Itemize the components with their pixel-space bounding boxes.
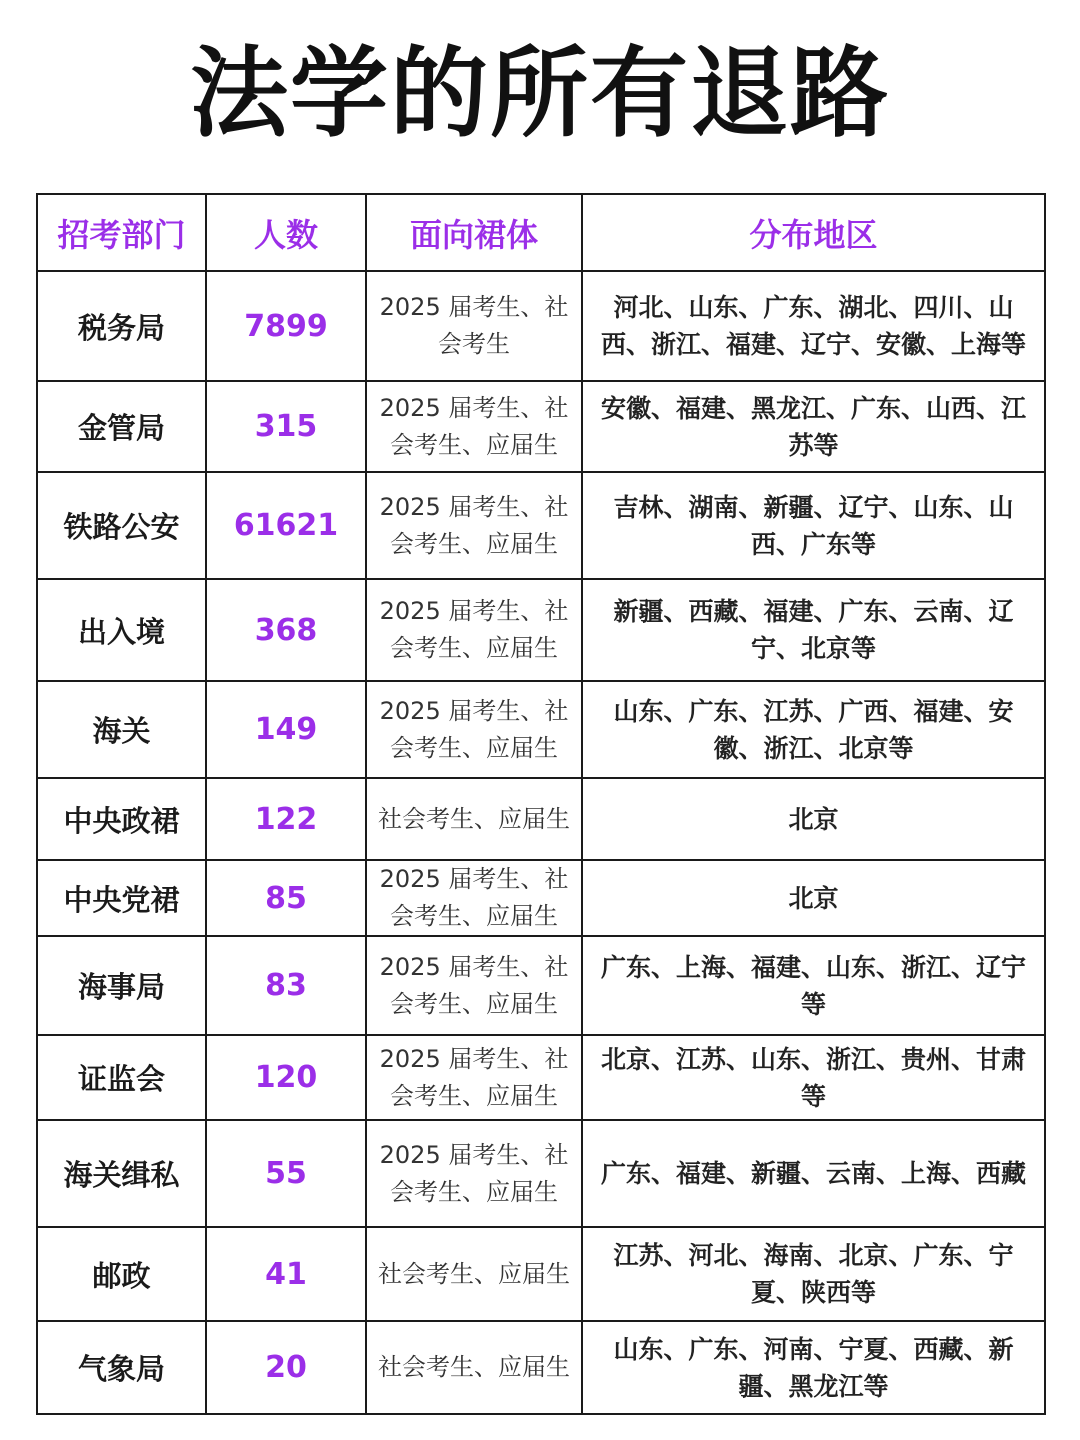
cell-region: 河北、山东、广东、湖北、四川、山西、浙江、福建、辽宁、安徽、上海等 — [582, 271, 1045, 381]
cell-department: 证监会 — [37, 1035, 206, 1120]
cell-count: 20 — [206, 1321, 366, 1414]
cell-region: 吉林、湖南、新疆、辽宁、山东、山西、广东等 — [582, 472, 1045, 579]
cell-department: 海关 — [37, 681, 206, 778]
cell-target-group: 2025 届考生、社会考生、应届生 — [366, 936, 582, 1035]
cell-target-group: 2025 届考生、社会考生、应届生 — [366, 381, 582, 472]
cell-count: 149 — [206, 681, 366, 778]
cell-department: 海事局 — [37, 936, 206, 1035]
cell-department: 出入境 — [37, 579, 206, 681]
table-row — [37, 778, 1045, 860]
header-count: 人数 — [206, 194, 366, 271]
table-row — [37, 936, 1045, 1035]
cell-count: 122 — [206, 778, 366, 860]
cell-region: 广东、上海、福建、山东、浙江、辽宁等 — [582, 936, 1045, 1035]
table-row — [37, 1120, 1045, 1227]
cell-count: 55 — [206, 1120, 366, 1227]
cell-department: 气象局 — [37, 1321, 206, 1414]
cell-target-group: 2025 届考生、社会考生、应届生 — [366, 681, 582, 778]
table-row — [37, 1227, 1045, 1321]
cell-count: 85 — [206, 860, 366, 936]
cell-region: 江苏、河北、海南、北京、广东、宁夏、陕西等 — [582, 1227, 1045, 1321]
header-region: 分布地区 — [582, 194, 1045, 271]
table-row — [37, 381, 1045, 472]
cell-department: 金管局 — [37, 381, 206, 472]
cell-target-group: 2025 届考生、社会考生、应届生 — [366, 860, 582, 936]
cell-target-group: 社会考生、应届生 — [366, 1227, 582, 1321]
cell-region: 山东、广东、江苏、广西、福建、安徽、浙江、北京等 — [582, 681, 1045, 778]
table-row — [37, 1035, 1045, 1120]
cell-region: 山东、广东、河南、宁夏、西藏、新疆、黑龙江等 — [582, 1321, 1045, 1414]
cell-target-group: 社会考生、应届生 — [366, 1321, 582, 1414]
cell-department: 铁路公安 — [37, 472, 206, 579]
cell-target-group: 2025 届考生、社会考生、应届生 — [366, 1120, 582, 1227]
cell-department: 税务局 — [37, 271, 206, 381]
cell-target-group: 2025 届考生、社会考生、应届生 — [366, 1035, 582, 1120]
cell-count: 315 — [206, 381, 366, 472]
cell-count: 41 — [206, 1227, 366, 1321]
cell-region: 北京、江苏、山东、浙江、贵州、甘肃等 — [582, 1035, 1045, 1120]
table-row — [37, 1321, 1045, 1414]
title-highlight: 法学 — [190, 34, 390, 154]
cell-target-group: 2025 届考生、社会考生、应届生 — [366, 579, 582, 681]
table-row — [37, 271, 1045, 381]
cell-region: 安徽、福建、黑龙江、广东、山西、江苏等 — [582, 381, 1045, 472]
cell-region: 新疆、西藏、福建、广东、云南、辽宁、北京等 — [582, 579, 1045, 681]
cell-department: 邮政 — [37, 1227, 206, 1321]
page-title-area — [0, 34, 1080, 174]
table-row — [37, 681, 1045, 778]
title-rest: 的所有退路 — [390, 37, 891, 151]
cell-count: 7899 — [206, 271, 366, 381]
table-row — [37, 579, 1045, 681]
cell-count: 83 — [206, 936, 366, 1035]
cell-target-group: 2025 届考生、社会考生、应届生 — [366, 472, 582, 579]
cell-count: 368 — [206, 579, 366, 681]
table-row — [37, 472, 1045, 579]
header-target-group: 面向裙体 — [366, 194, 582, 271]
cell-department: 海关缉私 — [37, 1120, 206, 1227]
table-row — [37, 860, 1045, 936]
page-title — [190, 34, 890, 154]
cell-department: 中央党裙 — [37, 860, 206, 936]
cell-region: 广东、福建、新疆、云南、上海、西藏 — [582, 1120, 1045, 1227]
cell-count: 61621 — [206, 472, 366, 579]
cell-target-group: 社会考生、应届生 — [366, 778, 582, 860]
cell-count: 120 — [206, 1035, 366, 1120]
recruitment-table — [36, 193, 1046, 1415]
cell-region: 北京 — [582, 860, 1045, 936]
cell-target-group: 2025 届考生、社会考生 — [366, 271, 582, 381]
table-header-row — [37, 194, 1045, 271]
cell-department: 中央政裙 — [37, 778, 206, 860]
cell-region: 北京 — [582, 778, 1045, 860]
header-department: 招考部门 — [37, 194, 206, 271]
